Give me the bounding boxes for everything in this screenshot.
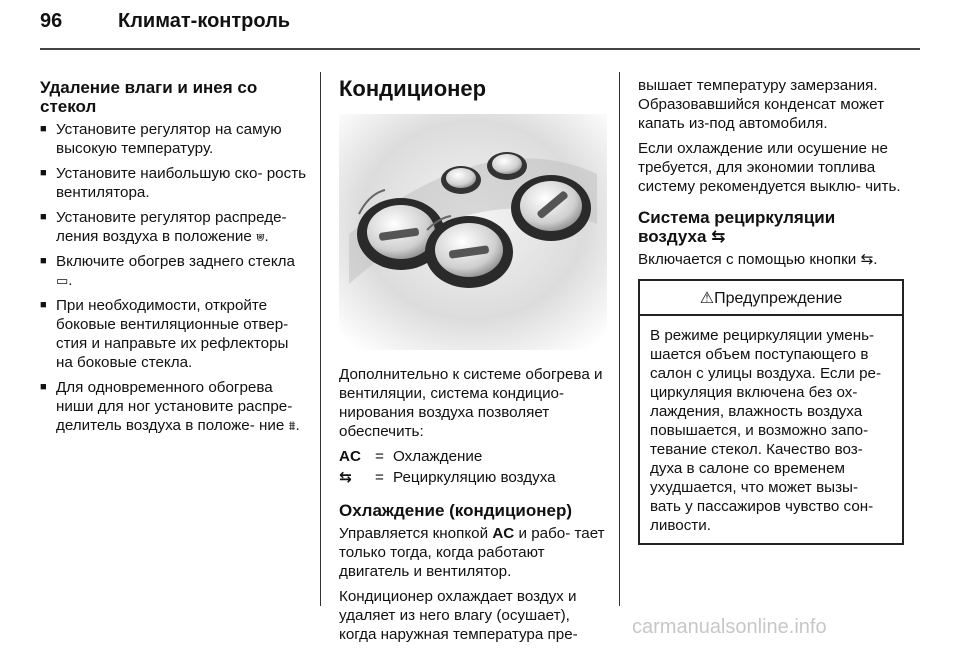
list-item: ■ Установите наибольшую ско- рость вентилятора. (40, 164, 308, 202)
section-heading: Система рециркуляции воздуха ⇆ (638, 208, 836, 246)
instruction-list (40, 120, 308, 435)
recirculation-meaning: Рециркуляцию воздуха (393, 469, 556, 486)
ac-meaning: Охлаждение (393, 448, 483, 465)
list-item: ■ При необходимости, откройте боковые вентиляционные отвер- стия и направьте их рефлекторы на боковые стекла. (40, 296, 308, 372)
column-defog (40, 78, 308, 441)
list-item: ■ Включите обогрев заднего стекла ▭. (40, 252, 308, 290)
paragraph: вышает температуру замерзания. Образовавшийся конденсат может капать из-под автомобиля. (638, 77, 885, 132)
definition-table: AC = Охлаждение ⇆ = Рециркуляцию воздуха (339, 447, 607, 487)
intro-paragraph: Дополнительно к системе обогрева и вентиляции, система кондицио- нирования воздуха позволяет обеспечить: (339, 366, 603, 440)
warning-body: В режиме рециркуляции умень- шается объем поступающего в салон с улицы воздуха. Если ре- циркуляция включена без ох- лаждения, влажность воздуха повышается, и возможно запо- тевание стекол. Качество воз- духа в салоне со временем ухудшается, что может вызы- вать у пассажиров чувство сон- ливости. (650, 327, 882, 534)
climate-control-panel-image (339, 114, 607, 350)
subsection-heading: Охлаждение (кондиционер) (339, 501, 573, 520)
ac-key: AC (339, 448, 361, 465)
header-rule (40, 48, 920, 50)
warning-box (638, 279, 904, 545)
floor-defrost-icon: ⩩ (288, 418, 296, 433)
column-recirculation (638, 76, 904, 545)
page-header (40, 10, 290, 33)
paragraph: Если охлаждение или осушение не требуется, для экономии топлива систему рекомендуется выклю- чить. (638, 140, 901, 195)
paragraph: Включается с помощью кнопки ⇆. (638, 251, 878, 268)
list-item: ■ Для одновременного обогрева ниши для ног установите распре- делитель воздуха в положе- ние ⩩. (40, 378, 308, 435)
paragraph: Кондиционер охлаждает воздух и удаляет из него влагу (осушает), когда наружная температура пре- (339, 588, 578, 643)
paragraph: Управляется кнопкой AC и рабо- тает только тогда, когда работают двигатель и вентилятор. (339, 525, 605, 580)
warning-title: Предупреждение (714, 290, 843, 307)
list-item: ■ Установите регулятор распреде- ления воздуха в положение ⩐. (40, 208, 308, 246)
page-title: Климат-контроль (118, 10, 291, 32)
warning-icon: ⚠ (699, 290, 715, 307)
section-heading: Кондиционер (339, 76, 487, 101)
column-divider (619, 72, 620, 606)
recirculation-icon: ⇆ (860, 251, 874, 268)
column-divider (320, 72, 321, 606)
list-item: ■ Установите регулятор на самую высокую температуру. (40, 120, 308, 158)
recirculation-icon: ⇆ (339, 469, 352, 486)
watermark: carmanualsonline.info (632, 616, 827, 638)
section-heading: Удаление влаги и инея со стекол (40, 78, 258, 116)
rear-window-heater-icon: ▭ (56, 273, 69, 288)
column-ac (339, 76, 607, 650)
recirculation-icon: ⇆ (711, 227, 726, 246)
warning-header (640, 281, 902, 316)
windshield-defrost-icon: ⩐ (256, 229, 265, 244)
page-number: 96 (40, 10, 63, 32)
